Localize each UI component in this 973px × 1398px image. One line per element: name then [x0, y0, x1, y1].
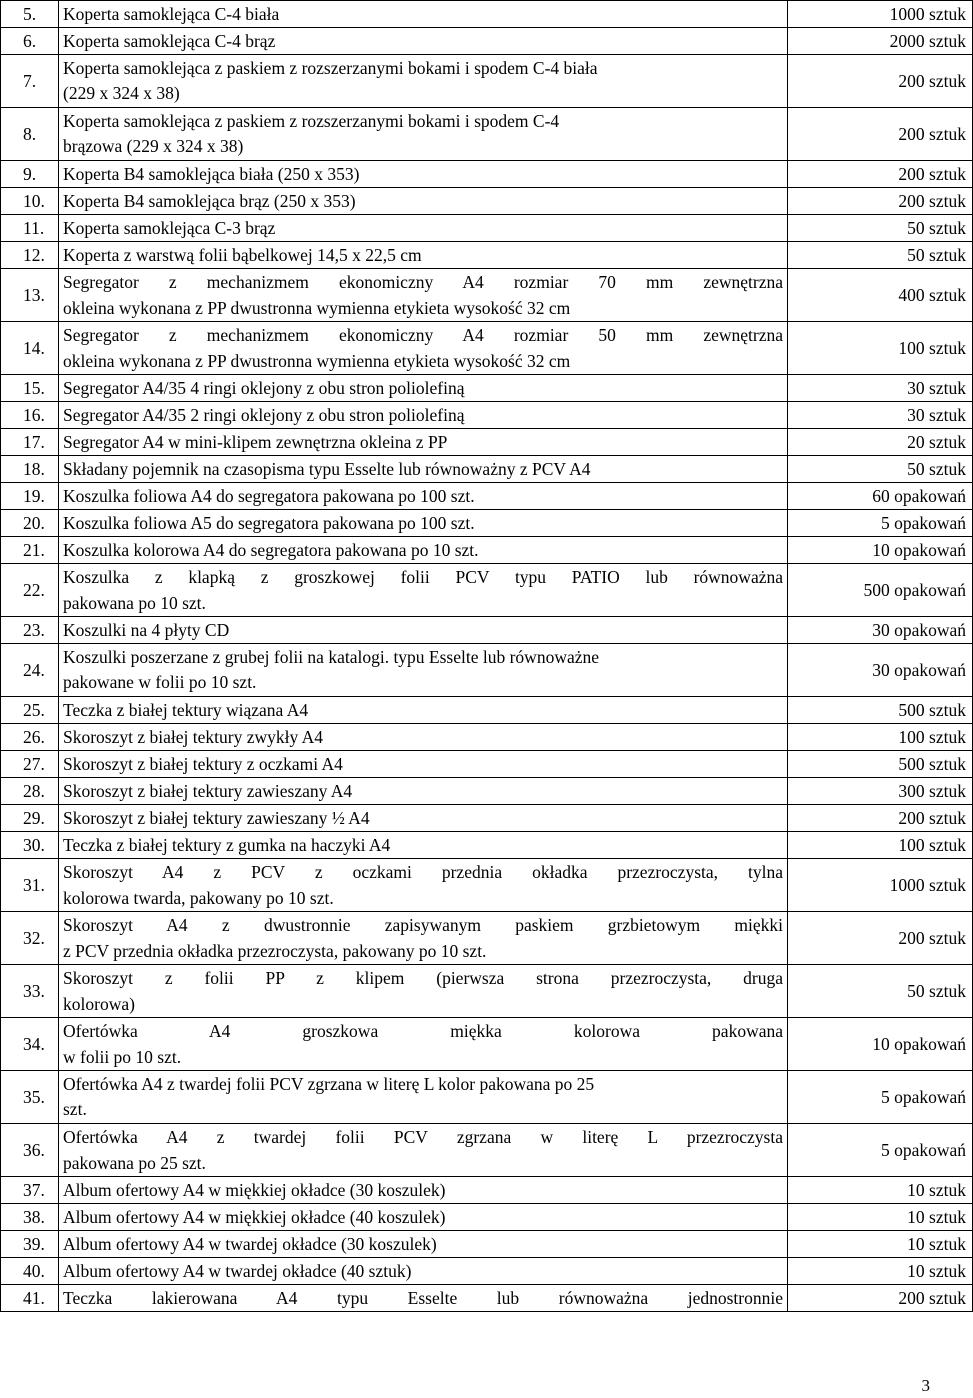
item-number: 15.	[1, 375, 59, 402]
item-description-line: Koszulka foliowa A5 do segregatora pakowana po 100 szt.	[63, 512, 475, 533]
table-row	[1, 1285, 973, 1312]
table-row	[1, 55, 973, 108]
item-description-line: Skoroszyt A4 z PCV z oczkami przednia okładka przezroczysta, tylna	[63, 862, 783, 882]
table-row	[1, 859, 973, 912]
item-number: 41.	[1, 1285, 59, 1312]
table-row	[1, 778, 973, 805]
item-number: 14.	[1, 322, 59, 375]
item-description	[59, 161, 788, 188]
item-description-line: pakowana po 25 szt.	[63, 1153, 206, 1173]
item-quantity: 500 sztuk	[788, 697, 973, 724]
item-description-line: Koszulka z klapką z groszkowej folii PCV typu PATIO lub równoważna	[63, 567, 783, 587]
item-description	[59, 912, 788, 965]
item-quantity: 50 sztuk	[788, 215, 973, 242]
item-quantity: 200 sztuk	[788, 108, 973, 161]
item-description-line: Segregator z mechanizmem ekonomiczny A4 rozmiar 70 mm zewnętrzna	[63, 272, 783, 292]
item-number: 20.	[1, 510, 59, 537]
item-description-line: Album ofertowy A4 w twardej okładce (30 koszulek)	[63, 1233, 437, 1254]
item-number: 37.	[1, 1177, 59, 1204]
item-description-line: Koperta samoklejąca z paskiem z rozszerzanymi bokami i spodem C-4 biała	[63, 58, 598, 78]
item-description-line: szt.	[63, 1099, 87, 1119]
item-quantity: 5 opakowań	[788, 510, 973, 537]
item-quantity: 10 sztuk	[788, 1258, 973, 1285]
table-row	[1, 965, 973, 1018]
item-description	[59, 564, 788, 617]
table-row	[1, 751, 973, 778]
table-row	[1, 322, 973, 375]
item-number: 40.	[1, 1258, 59, 1285]
item-number: 19.	[1, 483, 59, 510]
item-description	[59, 1124, 788, 1177]
item-quantity: 200 sztuk	[788, 161, 973, 188]
item-description-line: kolorowa)	[63, 994, 135, 1014]
item-description	[59, 242, 788, 269]
item-description-line: Skoroszyt z folii PP z klipem (pierwsza strona przezroczysta, druga	[63, 968, 783, 988]
item-quantity: 10 sztuk	[788, 1231, 973, 1258]
item-quantity: 50 sztuk	[788, 965, 973, 1018]
item-number: 12.	[1, 242, 59, 269]
table-row	[1, 1071, 973, 1124]
item-description	[59, 1285, 788, 1312]
table-row	[1, 912, 973, 965]
item-number: 34.	[1, 1018, 59, 1071]
table-row	[1, 1, 973, 28]
table-row	[1, 108, 973, 161]
item-description-line: Segregator A4 w mini-klipem zewnętrzna okleina z PP	[63, 431, 448, 452]
item-description-line: Koszulki na 4 płyty CD	[63, 619, 230, 640]
item-quantity: 30 sztuk	[788, 375, 973, 402]
item-description-line: Koperta z warstwą folii bąbelkowej 14,5 x 22,5 cm	[63, 244, 422, 265]
item-number: 7.	[1, 55, 59, 108]
item-quantity: 400 sztuk	[788, 269, 973, 322]
item-description-line: Ofertówka A4 z twardej folii PCV zgrzana w literę L przezroczysta	[63, 1127, 783, 1147]
item-description	[59, 269, 788, 322]
item-description-line: Koperta B4 samoklejąca brąz (250 x 353)	[63, 190, 356, 211]
item-description	[59, 1071, 788, 1124]
item-description	[59, 617, 788, 644]
item-number: 9.	[1, 161, 59, 188]
item-quantity: 1000 sztuk	[788, 859, 973, 912]
item-quantity: 5 opakowań	[788, 1071, 973, 1124]
table-row	[1, 697, 973, 724]
item-description	[59, 697, 788, 724]
item-number: 21.	[1, 537, 59, 564]
item-description	[59, 402, 788, 429]
item-description-line: Skoroszyt z białej tektury zwykły A4	[63, 726, 324, 747]
item-description	[59, 644, 788, 697]
item-quantity: 30 sztuk	[788, 402, 973, 429]
item-description-line: z PCV przednia okładka przezroczysta, pakowany po 10 szt.	[63, 941, 487, 961]
item-description-line: kolorowa twarda, pakowany po 10 szt.	[63, 888, 334, 908]
item-description-line: Segregator z mechanizmem ekonomiczny A4 rozmiar 50 mm zewnętrzna	[63, 325, 783, 345]
item-description-line: Skoroszyt A4 z dwustronnie zapisywanym paskiem grzbietowym miękki	[63, 915, 783, 935]
item-description-line: Skoroszyt z białej tektury z oczkami A4	[63, 753, 343, 774]
table-row	[1, 617, 973, 644]
table-row	[1, 805, 973, 832]
item-description	[59, 1258, 788, 1285]
item-description	[59, 375, 788, 402]
item-number: 27.	[1, 751, 59, 778]
item-description	[59, 188, 788, 215]
item-quantity: 200 sztuk	[788, 1285, 973, 1312]
item-number: 18.	[1, 456, 59, 483]
item-quantity: 1000 sztuk	[788, 1, 973, 28]
table-row	[1, 1177, 973, 1204]
item-description-line: Teczka z białej tektury wiązana A4	[63, 699, 309, 720]
item-number: 10.	[1, 188, 59, 215]
item-quantity: 30 opakowań	[788, 644, 973, 697]
item-number: 11.	[1, 215, 59, 242]
item-number: 24.	[1, 644, 59, 697]
table-row	[1, 724, 973, 751]
item-description	[59, 55, 788, 108]
item-quantity: 50 sztuk	[788, 242, 973, 269]
item-description	[59, 832, 788, 859]
item-description-line: Składany pojemnik na czasopisma typu Esselte lub równoważny z PCV A4	[63, 458, 591, 479]
item-quantity: 100 sztuk	[788, 322, 973, 375]
item-number: 28.	[1, 778, 59, 805]
table-row	[1, 269, 973, 322]
item-description	[59, 1177, 788, 1204]
item-description	[59, 28, 788, 55]
item-quantity: 200 sztuk	[788, 188, 973, 215]
item-description	[59, 456, 788, 483]
item-quantity: 50 sztuk	[788, 456, 973, 483]
page-number: 3	[921, 1376, 930, 1395]
item-description-line: brązowa (229 x 324 x 38)	[63, 136, 244, 156]
item-description-line: Skoroszyt z białej tektury zawieszany A4	[63, 780, 353, 801]
item-quantity: 500 opakowań	[788, 564, 973, 617]
item-description-line: (229 x 324 x 38)	[63, 83, 180, 103]
table-row	[1, 510, 973, 537]
item-quantity: 500 sztuk	[788, 751, 973, 778]
item-quantity: 200 sztuk	[788, 912, 973, 965]
item-description-line: Koperta samoklejąca C-3 brąz	[63, 217, 276, 238]
item-number: 6.	[1, 28, 59, 55]
table-row	[1, 429, 973, 456]
item-number: 31.	[1, 859, 59, 912]
item-description-line: Segregator A4/35 4 ringi oklejony z obu stron poliolefiną	[63, 377, 465, 398]
item-number: 26.	[1, 724, 59, 751]
item-description-line: Album ofertowy A4 w twardej okładce (40 sztuk)	[63, 1260, 412, 1281]
item-quantity: 20 sztuk	[788, 429, 973, 456]
item-description	[59, 1231, 788, 1258]
item-quantity: 2000 sztuk	[788, 28, 973, 55]
table-row	[1, 28, 973, 55]
table-row	[1, 375, 973, 402]
item-description	[59, 1204, 788, 1231]
item-quantity: 10 opakowań	[788, 1018, 973, 1071]
table-row	[1, 242, 973, 269]
item-description	[59, 322, 788, 375]
item-description-line: Album ofertowy A4 w miękkiej okładce (40 koszulek)	[63, 1206, 446, 1227]
table-row	[1, 1258, 973, 1285]
table-row	[1, 215, 973, 242]
item-description-line: Skoroszyt z białej tektury zawieszany ½ A4	[63, 807, 370, 828]
table-row	[1, 564, 973, 617]
item-quantity: 30 opakowań	[788, 617, 973, 644]
item-description	[59, 724, 788, 751]
item-number: 39.	[1, 1231, 59, 1258]
item-description-line: Koperta B4 samoklejąca biała (250 x 353)	[63, 163, 360, 184]
item-description	[59, 778, 788, 805]
table-row	[1, 1124, 973, 1177]
item-description	[59, 510, 788, 537]
item-description	[59, 215, 788, 242]
items-table-body	[1, 1, 973, 1312]
item-description-line: Teczka lakierowana A4 typu Esselte lub równoważna jednostronnie	[63, 1288, 783, 1308]
item-description-line: Teczka z białej tektury z gumka na haczyki A4	[63, 834, 391, 855]
item-number: 8.	[1, 108, 59, 161]
table-row	[1, 1018, 973, 1071]
item-description-line: Koperta samoklejąca C-4 biała	[63, 3, 280, 24]
item-description	[59, 429, 788, 456]
item-description-line: pakowana po 10 szt.	[63, 593, 206, 613]
item-quantity: 300 sztuk	[788, 778, 973, 805]
item-description-line: Koszulka kolorowa A4 do segregatora pakowana po 10 szt.	[63, 539, 479, 560]
item-description-line: Ofertówka A4 groszkowa miękka kolorowa pakowana	[63, 1021, 783, 1041]
item-number: 38.	[1, 1204, 59, 1231]
table-row	[1, 1204, 973, 1231]
item-description-line: pakowane w folii po 10 szt.	[63, 672, 257, 692]
table-row	[1, 188, 973, 215]
table-row	[1, 832, 973, 859]
item-description-line: Ofertówka A4 z twardej folii PCV zgrzana w literę L kolor pakowana po 25	[63, 1074, 595, 1094]
item-number: 30.	[1, 832, 59, 859]
item-description	[59, 483, 788, 510]
item-quantity: 10 sztuk	[788, 1204, 973, 1231]
item-description	[59, 859, 788, 912]
item-quantity: 100 sztuk	[788, 832, 973, 859]
item-quantity: 200 sztuk	[788, 805, 973, 832]
table-row	[1, 402, 973, 429]
item-description-line: w folii po 10 szt.	[63, 1047, 182, 1067]
item-number: 5.	[1, 1, 59, 28]
item-description-line: okleina wykonana z PP dwustronna wymienna etykieta wysokość 32 cm	[63, 298, 571, 318]
item-description	[59, 537, 788, 564]
item-description	[59, 108, 788, 161]
table-row	[1, 644, 973, 697]
item-number: 23.	[1, 617, 59, 644]
item-description-line: Koperta samoklejąca C-4 brąz	[63, 30, 276, 51]
item-number: 36.	[1, 1124, 59, 1177]
item-number: 33.	[1, 965, 59, 1018]
item-description	[59, 805, 788, 832]
item-quantity: 10 opakowań	[788, 537, 973, 564]
table-row	[1, 456, 973, 483]
item-number: 16.	[1, 402, 59, 429]
item-description	[59, 751, 788, 778]
item-description	[59, 1, 788, 28]
item-number: 25.	[1, 697, 59, 724]
item-number: 22.	[1, 564, 59, 617]
item-description-line: Koszulki poszerzane z grubej folii na katalogi. typu Esselte lub równoważne	[63, 647, 600, 667]
item-number: 35.	[1, 1071, 59, 1124]
table-row	[1, 483, 973, 510]
item-description-line: Koperta samoklejąca z paskiem z rozszerzanymi bokami i spodem C-4	[63, 111, 560, 131]
item-description-line: Album ofertowy A4 w miękkiej okładce (30 koszulek)	[63, 1179, 446, 1200]
item-description	[59, 965, 788, 1018]
item-number: 32.	[1, 912, 59, 965]
item-description-line: Segregator A4/35 2 ringi oklejony z obu stron poliolefiną	[63, 404, 465, 425]
table-row	[1, 161, 973, 188]
table-row	[1, 537, 973, 564]
item-number: 13.	[1, 269, 59, 322]
item-quantity: 200 sztuk	[788, 55, 973, 108]
table-row	[1, 1231, 973, 1258]
item-number: 29.	[1, 805, 59, 832]
item-description-line: okleina wykonana z PP dwustronna wymienna etykieta wysokość 32 cm	[63, 351, 571, 371]
item-description-line: Koszulka foliowa A4 do segregatora pakowana po 100 szt.	[63, 485, 475, 506]
item-description	[59, 1018, 788, 1071]
item-number: 17.	[1, 429, 59, 456]
item-quantity: 60 opakowań	[788, 483, 973, 510]
item-quantity: 100 sztuk	[788, 724, 973, 751]
item-quantity: 5 opakowań	[788, 1124, 973, 1177]
item-quantity: 10 sztuk	[788, 1177, 973, 1204]
